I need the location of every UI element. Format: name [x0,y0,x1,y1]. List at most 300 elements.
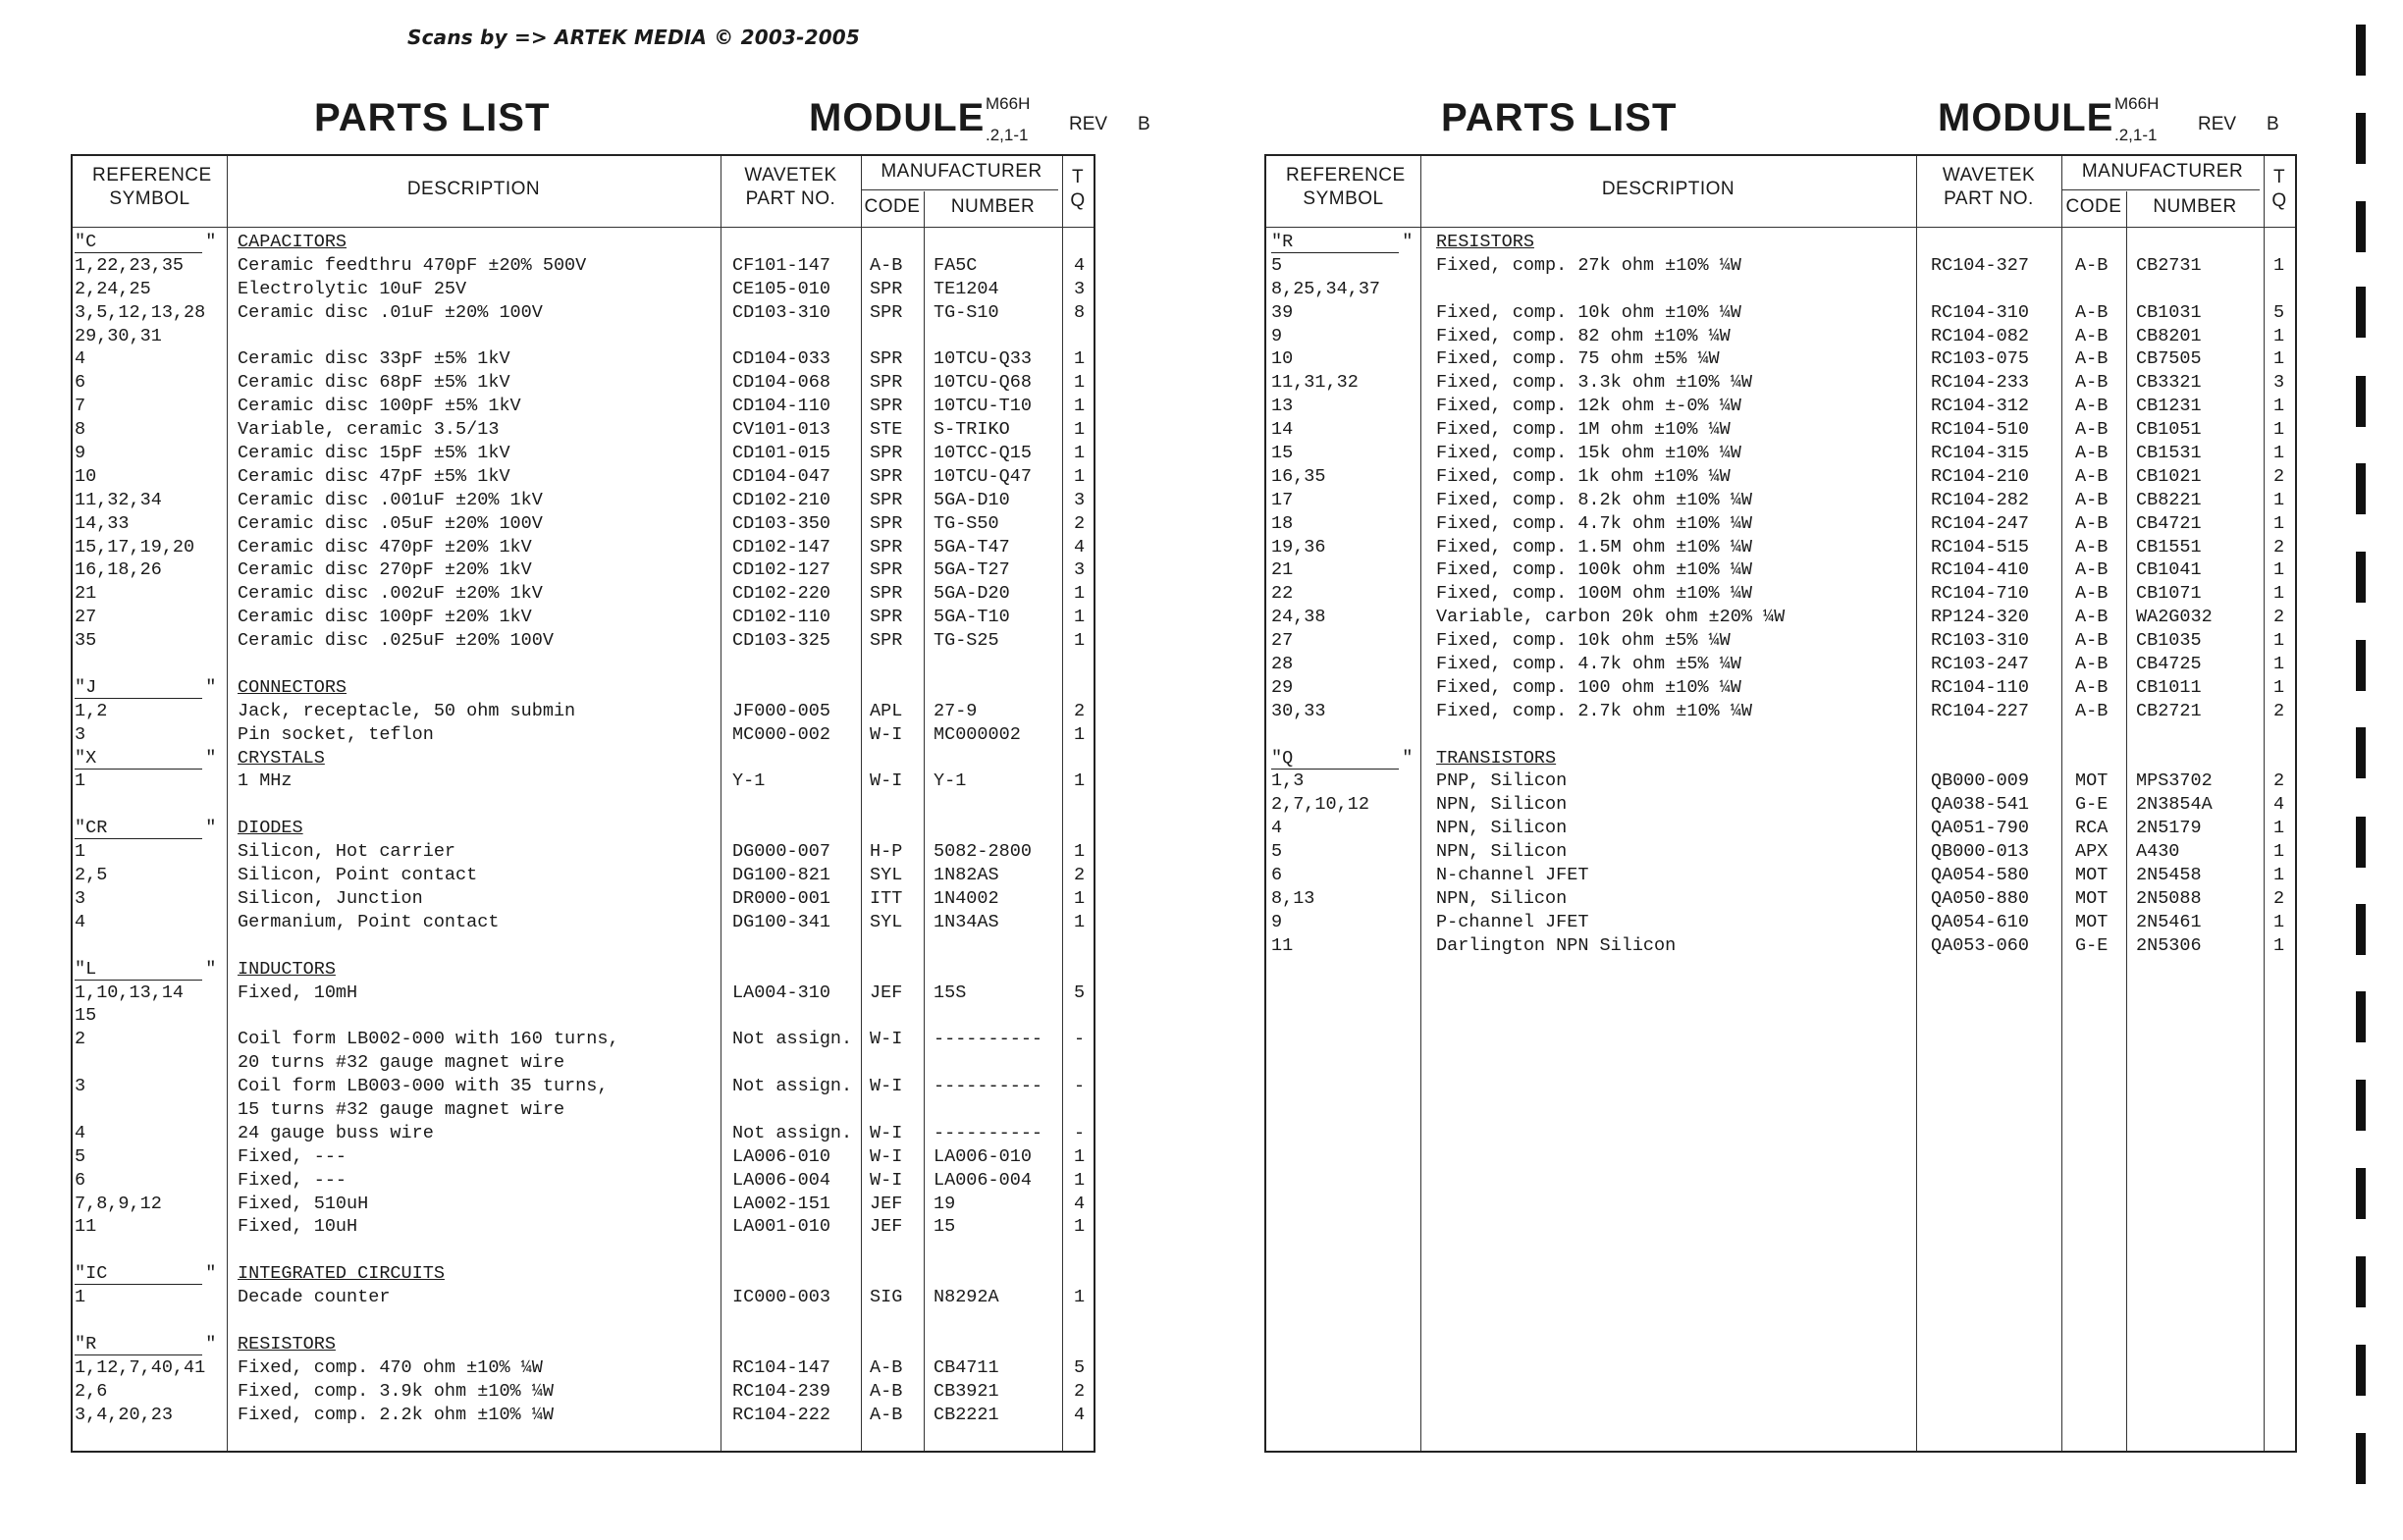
page-title: PARTS LIST [314,96,551,139]
quantity-cell: 1 [2273,630,2285,652]
table-row [73,465,1094,489]
reference-cell: 16,35 [1271,465,1326,487]
number-cell: 10TCU-Q47 [934,465,1032,487]
code-cell: SPR [870,512,903,534]
reference-cell: 5 [1271,841,1283,863]
parts-table [71,154,1095,1453]
reference-cell: "R " [1271,232,1414,252]
table-row [1266,840,2295,864]
quantity-cell: 2 [2273,700,2285,721]
part-number-cell: CD103-310 [732,301,830,323]
part-number-cell: RC104-210 [1931,465,2029,487]
number-cell: CB1071 [2136,583,2202,605]
binding-mark [2356,991,2366,1042]
description-cell: RESISTORS [238,1333,336,1354]
code-cell: A-B [870,1380,903,1402]
number-cell: 2N3854A [2136,794,2213,816]
number-cell: 1N82AS [934,865,999,886]
number-cell: 2N5306 [2136,934,2202,956]
header-number: NUMBER [950,196,1036,217]
code-cell: A-B [2075,700,2109,721]
table-row [73,911,1094,934]
table-row [73,1380,1094,1404]
code-cell: SPR [870,348,903,370]
quantity-cell: 1 [2273,512,2285,534]
reference-cell: 27 [75,607,97,628]
section-header-row [73,676,1094,700]
description-cell: Silicon, Junction [238,887,423,909]
description-cell: Fixed, --- [238,1145,347,1167]
code-cell: W-I [870,1122,903,1143]
quantity-cell: 4 [1074,254,1086,276]
part-number-cell: RC104-312 [1931,396,2029,417]
description-cell: Fixed, comp. 1.5M ohm ±10% ¼W [1436,536,1752,558]
reference-cell: 1 [75,1287,86,1308]
part-number-cell: RC103-247 [1931,654,2029,675]
part-number-cell: CD104-033 [732,348,830,370]
reference-cell: 2,24,25 [75,278,151,299]
number-cell: LA006-010 [934,1145,1032,1167]
part-number-cell: RC104-110 [1931,676,2029,698]
part-number-cell: DG100-821 [732,865,830,886]
number-cell: WA2G032 [2136,607,2213,628]
reference-cell: 39 [1271,301,1294,323]
table-row [1266,911,2295,934]
part-number-cell: QA051-790 [1931,818,2029,839]
quantity-cell: 1 [2273,911,2285,932]
description-cell: CRYSTALS [238,747,325,769]
quantity-cell: 1 [2273,419,2285,441]
reference-cell: 9 [1271,911,1283,932]
number-cell: S-TRIKO [934,419,1010,441]
code-cell: A-B [2075,348,2109,370]
code-cell: APX [2075,841,2109,863]
description-cell: Fixed, comp. 12k ohm ±-0% ¼W [1436,396,1741,417]
section-header-row [73,1262,1094,1286]
code-cell: A-B [2075,536,2109,558]
table-row [73,1122,1094,1145]
reference-cell: 29,30,31 [75,325,162,346]
number-cell: 10TCU-Q33 [934,348,1032,370]
number-cell: CB1041 [2136,559,2202,581]
number-cell: CB3921 [934,1380,999,1402]
module-label: MODULE [809,96,986,139]
description-cell: Fixed, comp. 3.9k ohm ±10% ¼W [238,1380,554,1402]
part-number-cell: CE105-010 [732,278,830,299]
number-cell: CB3321 [2136,372,2202,394]
parts-list-page [1264,0,2297,1540]
code-cell: A-B [2075,443,2109,464]
number-cell: 1N34AS [934,911,999,932]
description-cell: Fixed, --- [238,1169,347,1191]
quantity-cell: 1 [1074,372,1086,394]
code-cell: ITT [870,887,903,909]
table-row [1266,864,2295,887]
reference-cell: 7,8,9,12 [75,1193,162,1214]
part-number-cell: RC104-410 [1931,559,2029,581]
number-cell: TG-S50 [934,512,999,534]
part-number-cell: RC104-282 [1931,489,2029,510]
table-row [73,887,1094,911]
description-cell: PNP, Silicon [1436,770,1568,792]
reference-cell: 2,6 [75,1380,108,1402]
part-number-cell: CV101-013 [732,419,830,441]
description-cell: Ceramic disc .05uF ±20% 100V [238,512,543,534]
description-cell: Pin socket, teflon [238,723,434,745]
description-cell: CAPACITORS [238,232,347,252]
code-cell: APL [870,700,903,721]
number-cell: 15S [934,982,967,1003]
part-number-cell: RC104-147 [732,1356,830,1378]
module-code: M66H [2114,94,2160,113]
quantity-cell: 5 [1074,982,1086,1003]
parts-table-body [1266,231,2295,958]
number-cell: 2N5458 [2136,865,2202,886]
number-cell: N8292A [934,1287,999,1308]
reference-cell: 10 [75,465,97,487]
number-cell: TE1204 [934,278,999,299]
quantity-cell: 4 [1074,536,1086,558]
quantity-cell: 2 [1074,700,1086,721]
reference-cell: 11,31,32 [1271,372,1359,394]
quantity-cell: 2 [2273,887,2285,909]
quantity-cell: 1 [1074,443,1086,464]
number-cell: ---------- [934,1029,1043,1050]
description-cell: Ceramic disc 15pF ±5% 1kV [238,443,510,464]
description-cell: Fixed, comp. 2.7k ohm ±10% ¼W [1436,700,1752,721]
description-cell: Variable, carbon 20k ohm ±20% ¼W [1436,607,1786,628]
number-cell: 10TCU-Q68 [934,372,1032,394]
number-cell: CB2721 [2136,700,2202,721]
number-cell: TG-S25 [934,630,999,652]
description-cell: INTEGRATED CIRCUITS [238,1263,445,1285]
reference-cell: 15 [1271,443,1294,464]
table-row [1266,489,2295,512]
code-cell: A-B [2075,372,2109,394]
reference-cell: 13 [1271,396,1294,417]
reference-cell: 4 [75,348,86,370]
header-code: CODE [2065,196,2122,217]
binding-mark [2356,640,2366,691]
binding-mark [2356,201,2366,252]
description-cell: Variable, ceramic 3.5/13 [238,419,500,441]
part-number-cell: RC104-239 [732,1380,830,1402]
reference-cell: 22 [1271,583,1294,605]
reference-cell: 14,33 [75,512,130,534]
code-cell: SPR [870,443,903,464]
number-cell: MPS3702 [2136,770,2213,792]
quantity-cell: 1 [1074,607,1086,628]
reference-cell: 1 [75,841,86,863]
table-row [1266,582,2295,606]
number-cell: CB1035 [2136,630,2202,652]
table-row [73,1004,1094,1028]
description-cell: Fixed, comp. 100M ohm ±10% ¼W [1436,583,1752,605]
number-cell: 5GA-D10 [934,489,1010,510]
description-cell: TRANSISTORS [1436,747,1557,769]
description-cell: Silicon, Point contact [238,865,478,886]
reference-cell: 11 [1271,934,1294,956]
part-number-cell: RC104-233 [1931,372,2029,394]
description-cell: Ceramic disc 68pF ±5% 1kV [238,372,510,394]
quantity-cell: 1 [2273,654,2285,675]
binding-mark [2356,1433,2366,1484]
reference-cell: 3,5,12,13,28 [75,301,206,323]
description-cell: INDUCTORS [238,958,336,980]
number-cell: CB1031 [2136,301,2202,323]
quantity-cell: 1 [1074,841,1086,863]
part-number-cell: RC104-082 [1931,325,2029,346]
code-cell: W-I [870,1029,903,1050]
code-cell: A-B [2075,607,2109,628]
description-cell: Ceramic feedthru 470pF ±20% 500V [238,254,587,276]
code-cell: A-B [2075,325,2109,346]
quantity-cell: 2 [2273,465,2285,487]
quantity-cell: 2 [2273,607,2285,628]
description-cell: Fixed, 10mH [238,982,358,1003]
binding-mark [2356,552,2366,603]
part-number-cell: CD103-350 [732,512,830,534]
reference-cell: 21 [75,583,97,605]
description-cell: Fixed, comp. 100 ohm ±10% ¼W [1436,676,1741,698]
binding-mark [2356,113,2366,164]
table-row [1266,887,2295,911]
table-row [73,395,1094,418]
table-row [73,793,1094,817]
description-cell: 20 turns #32 gauge magnet wire [238,1052,565,1074]
part-number-cell: Not assign. [732,1122,853,1143]
number-cell: CB2221 [934,1404,999,1425]
number-cell: CB1231 [2136,396,2202,417]
number-cell: 10TCU-T10 [934,396,1032,417]
code-cell: JEF [870,982,903,1003]
table-row [73,1098,1094,1122]
table-row [73,653,1094,676]
header-description: DESCRIPTION [1601,179,1736,199]
description-cell: Fixed, comp. 1k ohm ±10% ¼W [1436,465,1731,487]
table-row [1266,817,2295,840]
reference-cell: 5 [1271,254,1283,276]
number-cell: CB8221 [2136,489,2202,510]
quantity-cell: 2 [1074,865,1086,886]
number-cell: 10TCC-Q15 [934,443,1032,464]
table-row [73,1215,1094,1239]
reference-cell: 28 [1271,654,1294,675]
quantity-cell: - [1074,1029,1086,1050]
rev-value: B [2267,114,2279,134]
quantity-cell: 1 [1074,396,1086,417]
quantity-cell: 1 [1074,1287,1086,1308]
table-row [73,512,1094,536]
reference-cell: 1,3 [1271,770,1305,792]
code-cell: H-P [870,841,903,863]
quantity-cell: 4 [1074,1404,1086,1425]
number-cell: 2N5179 [2136,818,2202,839]
code-cell: MOT [2075,911,2109,932]
quantity-cell: 1 [2273,841,2285,863]
number-cell: CB1021 [2136,465,2202,487]
binding-mark [2356,1080,2366,1131]
description-cell: Darlington NPN Silicon [1436,934,1677,956]
description-cell: NPN, Silicon [1436,841,1568,863]
description-cell: Fixed, comp. 1M ohm ±10% ¼W [1436,419,1731,441]
table-row [1266,770,2295,793]
table-row [1266,934,2295,958]
binding-mark [2356,904,2366,955]
part-number-cell: CD101-015 [732,443,830,464]
number-cell: 5082-2800 [934,841,1032,863]
reference-cell: 10 [1271,348,1294,370]
description-cell: Ceramic disc 33pF ±5% 1kV [238,348,510,370]
reference-cell: "R " [75,1333,217,1354]
table-row [73,325,1094,348]
table-row [1266,536,2295,559]
description-cell: Fixed, comp. 27k ohm ±10% ¼W [1436,254,1741,276]
code-cell: SPR [870,559,903,581]
table-row [73,558,1094,582]
quantity-cell: 1 [1074,723,1086,745]
module-code: M66H [986,94,1031,113]
table-row [1266,371,2295,395]
part-number-cell: CD102-220 [732,583,830,605]
quantity-cell: 1 [2273,934,2285,956]
module-sub: .2,1-1 [986,126,1029,144]
reference-cell: 4 [1271,818,1283,839]
description-cell: Fixed, 510uH [238,1193,369,1214]
table-row [73,1145,1094,1169]
number-cell: LA006-004 [934,1169,1032,1191]
quantity-cell: 2 [2273,536,2285,558]
code-cell: A-B [870,1356,903,1378]
number-cell: 2N5088 [2136,887,2202,909]
parts-table-body [73,231,1094,1426]
reference-cell: 30,33 [1271,700,1326,721]
quantity-cell: 1 [2273,443,2285,464]
binding-mark [2356,287,2366,338]
description-cell: RESISTORS [1436,232,1534,252]
reference-cell: 21 [1271,559,1294,581]
reference-cell: 16,18,26 [75,559,162,581]
reference-cell: 9 [1271,325,1283,346]
reference-cell: "CR " [75,818,217,839]
table-row [73,840,1094,864]
header-manufacturer: MANUFACTURER [2081,161,2244,182]
number-cell: CB1051 [2136,419,2202,441]
table-row [73,1286,1094,1309]
description-cell: Ceramic disc 470pF ±20% 1kV [238,536,532,558]
code-cell: SPR [870,630,903,652]
rev-label: REV [1069,114,1108,134]
description-cell: Electrolytic 10uF 25V [238,278,467,299]
code-cell: A-B [2075,512,2109,534]
code-cell: W-I [870,1145,903,1167]
part-number-cell: QB000-013 [1931,841,2029,863]
code-cell: A-B [2075,630,2109,652]
part-number-cell: QA053-060 [1931,934,2029,956]
quantity-cell: 8 [1074,301,1086,323]
section-header-row [73,1333,1094,1356]
reference-cell: 1 [75,770,86,792]
table-row [73,770,1094,793]
part-number-cell: RC104-227 [1931,700,2029,721]
code-cell: A-B [2075,254,2109,276]
reference-cell: "L " [75,958,217,980]
header-tq: T Q [2271,167,2287,211]
code-cell: MOT [2075,887,2109,909]
quantity-cell: 1 [1074,419,1086,441]
quantity-cell: 1 [2273,348,2285,370]
code-cell: A-B [2075,419,2109,441]
number-cell: A430 [2136,841,2180,863]
quantity-cell: 3 [2273,372,2285,394]
part-number-cell: CD104-047 [732,465,830,487]
code-cell: SPR [870,583,903,605]
part-number-cell: QA050-880 [1931,887,2029,909]
description-cell: NPN, Silicon [1436,794,1568,816]
quantity-cell: 1 [2273,583,2285,605]
quantity-cell: 4 [2273,794,2285,816]
reference-cell: 5 [75,1145,86,1167]
part-number-cell: JF000-005 [732,700,830,721]
table-row [73,629,1094,653]
description-cell: Coil form LB003-000 with 35 turns, [238,1076,609,1097]
number-cell: 27-9 [934,700,978,721]
code-cell: A-B [2075,654,2109,675]
reference-cell: 7 [75,396,86,417]
header-code: CODE [864,196,921,217]
part-number-cell: Not assign. [732,1029,853,1050]
table-row [73,723,1094,747]
reference-cell: 4 [75,911,86,932]
reference-cell: 29 [1271,676,1294,698]
reference-cell: 6 [1271,865,1283,886]
number-cell: 5GA-T27 [934,559,1010,581]
description-cell: Coil form LB002-000 with 160 turns, [238,1029,619,1050]
table-row [1266,558,2295,582]
part-number-cell: RC104-510 [1931,419,2029,441]
part-number-cell: RC104-710 [1931,583,2029,605]
description-cell: N-channel JFET [1436,865,1589,886]
number-cell: CB4725 [2136,654,2202,675]
part-number-cell: RC104-247 [1931,512,2029,534]
table-row [1266,606,2295,629]
description-cell: Fixed, comp. 100k ohm ±10% ¼W [1436,559,1752,581]
reference-cell: 8 [75,419,86,441]
part-number-cell: MC000-002 [732,723,830,745]
reference-cell: 11 [75,1216,97,1238]
section-header-row [1266,747,2295,770]
binding-mark [2356,727,2366,778]
table-row [73,442,1094,465]
header-reference-symbol: REFERENCE SYMBOL [1286,165,1406,209]
table-row [1266,512,2295,536]
number-cell: CB8201 [2136,325,2202,346]
part-number-cell: RC104-515 [1931,536,2029,558]
description-cell: Ceramic disc .025uF ±20% 100V [238,630,554,652]
number-cell: ---------- [934,1122,1043,1143]
description-cell: Fixed, comp. 82 ohm ±10% ¼W [1436,325,1731,346]
quantity-cell: 1 [2273,396,2285,417]
table-row [73,347,1094,371]
code-cell: W-I [870,723,903,745]
parts-list-page [71,0,1150,1540]
description-cell: Ceramic disc 47pF ±5% 1kV [238,465,510,487]
binding-mark [2356,463,2366,514]
table-row [73,1239,1094,1262]
table-row [1266,793,2295,817]
description-cell: Ceramic disc 100pF ±20% 1kV [238,607,532,628]
section-header-row [73,231,1094,254]
